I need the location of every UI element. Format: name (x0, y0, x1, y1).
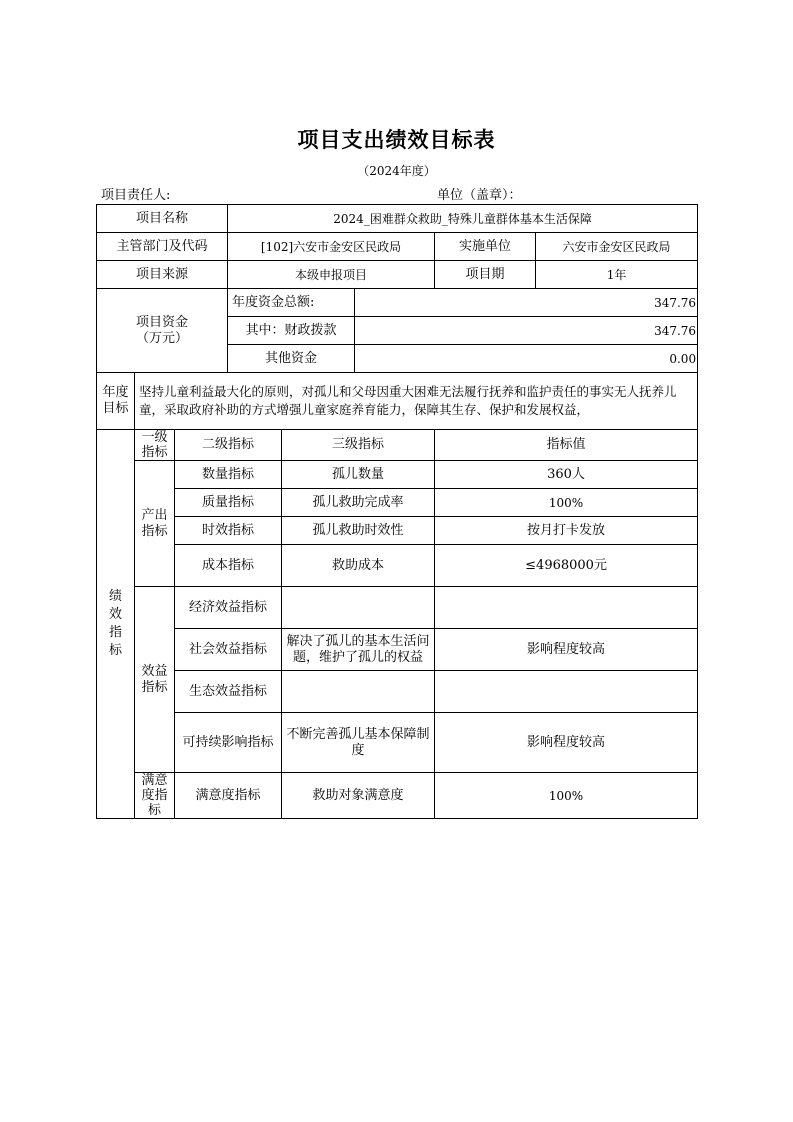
period-value: 1年 (536, 261, 698, 289)
table-row (97, 713, 698, 773)
table-row (97, 671, 698, 713)
table-row (97, 461, 698, 489)
source-row (97, 261, 698, 289)
perf-side-char: 绩 (108, 589, 122, 604)
responsible-label: 项目责任人: (101, 188, 171, 203)
table-row (97, 517, 698, 545)
level3-cell: 孤儿救助完成率 (282, 489, 435, 517)
value-cell: 100% (435, 773, 698, 819)
annual-goal-label (97, 373, 135, 430)
level3-cell (282, 587, 435, 629)
project-name-label: 项目名称 (97, 205, 228, 233)
level2-cell: 经济效益指标 (175, 587, 282, 629)
level3-cell: 孤儿数量 (282, 461, 435, 489)
annual-goal-text: 坚持儿童利益最大化的原则，对孤儿和父母因重大困难无法履行抚养和监护责任的事实无人抚养儿童，采取政府补助的方式增强儿童家庭养育能力，保障其生存、保护和发展权益， (135, 373, 698, 430)
table-row (97, 489, 698, 517)
perf-side-char: 指 (108, 625, 122, 640)
funds-fiscal-value: 347.76 (355, 317, 698, 345)
page-title: 项目支出绩效目标表 (297, 128, 496, 152)
project-name-value: 2024_困难群众救助_特殊儿童群体基本生活保障 (228, 205, 698, 233)
funds-label-line2: （万元） (136, 330, 189, 346)
col-level3-header: 三级指标 (282, 430, 435, 461)
annual-goal-label-line1: 年度 (102, 385, 129, 400)
level3-cell: 孤儿救助时效性 (282, 517, 435, 545)
benefit-group-label: 效益指标 (135, 587, 175, 773)
funds-total-label: 年度资金总额: (228, 289, 355, 317)
performance-target-table (96, 204, 698, 819)
period-label: 项目期 (435, 261, 536, 289)
perf-side-label (97, 430, 135, 819)
table-row (97, 629, 698, 671)
value-cell: 360人 (435, 461, 698, 489)
perf-side-char: 标 (108, 643, 122, 658)
year-label: （2024年度） (357, 164, 436, 178)
annual-goal-label-line2: 目标 (102, 401, 129, 416)
value-cell: ≤4968000元 (435, 545, 698, 587)
output-group-label: 产出指标 (135, 461, 175, 587)
value-cell: 影响程度较高 (435, 713, 698, 773)
satisfaction-group-label: 满意度指标 (135, 773, 175, 819)
funds-fiscal-label: 其中：财政拨款 (228, 317, 355, 345)
value-cell: 按月打卡发放 (435, 517, 698, 545)
level3-cell: 不断完善孤儿基本保障制度 (282, 713, 435, 773)
implementing-unit-label: 实施单位 (435, 233, 536, 261)
level2-cell: 数量指标 (175, 461, 282, 489)
value-cell (435, 671, 698, 713)
level3-cell: 救助成本 (282, 545, 435, 587)
level2-cell: 时效指标 (175, 517, 282, 545)
source-value: 本级申报项目 (228, 261, 435, 289)
level2-cell: 满意度指标 (175, 773, 282, 819)
level2-cell: 质量指标 (175, 489, 282, 517)
col-value-header: 指标值 (435, 430, 698, 461)
annual-goal-row (97, 373, 698, 430)
table-row (97, 773, 698, 819)
table-row (97, 587, 698, 629)
funds-label (97, 289, 228, 373)
col-level1-header: 一级指标 (135, 430, 175, 461)
perf-header-row (97, 430, 698, 461)
value-cell (435, 587, 698, 629)
level2-cell: 生态效益指标 (175, 671, 282, 713)
department-row (97, 233, 698, 261)
funds-total-row (97, 289, 698, 317)
funds-label-line1: 项目资金 (136, 314, 189, 330)
source-label: 项目来源 (97, 261, 228, 289)
level3-cell: 解决了孤儿的基本生活问题，维护了孤儿的权益 (282, 629, 435, 671)
value-cell: 影响程度较高 (435, 629, 698, 671)
level2-cell: 成本指标 (175, 545, 282, 587)
col-level2-header: 二级指标 (175, 430, 282, 461)
implementing-unit-value: 六安市金安区民政局 (536, 233, 698, 261)
level3-cell: 救助对象满意度 (282, 773, 435, 819)
level2-cell: 可持续影响指标 (175, 713, 282, 773)
value-cell: 100% (435, 489, 698, 517)
level3-cell (282, 671, 435, 713)
funds-other-value: 0.00 (355, 345, 698, 373)
table-row (97, 545, 698, 587)
department-value: [102]六安市金安区民政局 (228, 233, 435, 261)
funds-other-label: 其他资金 (228, 345, 355, 373)
project-name-row (97, 205, 698, 233)
funds-total-value: 347.76 (355, 289, 698, 317)
unit-seal-label: 单位（盖章）： (437, 188, 522, 203)
level2-cell: 社会效益指标 (175, 629, 282, 671)
perf-side-char: 效 (108, 607, 122, 622)
department-label: 主管部门及代码 (97, 233, 228, 261)
